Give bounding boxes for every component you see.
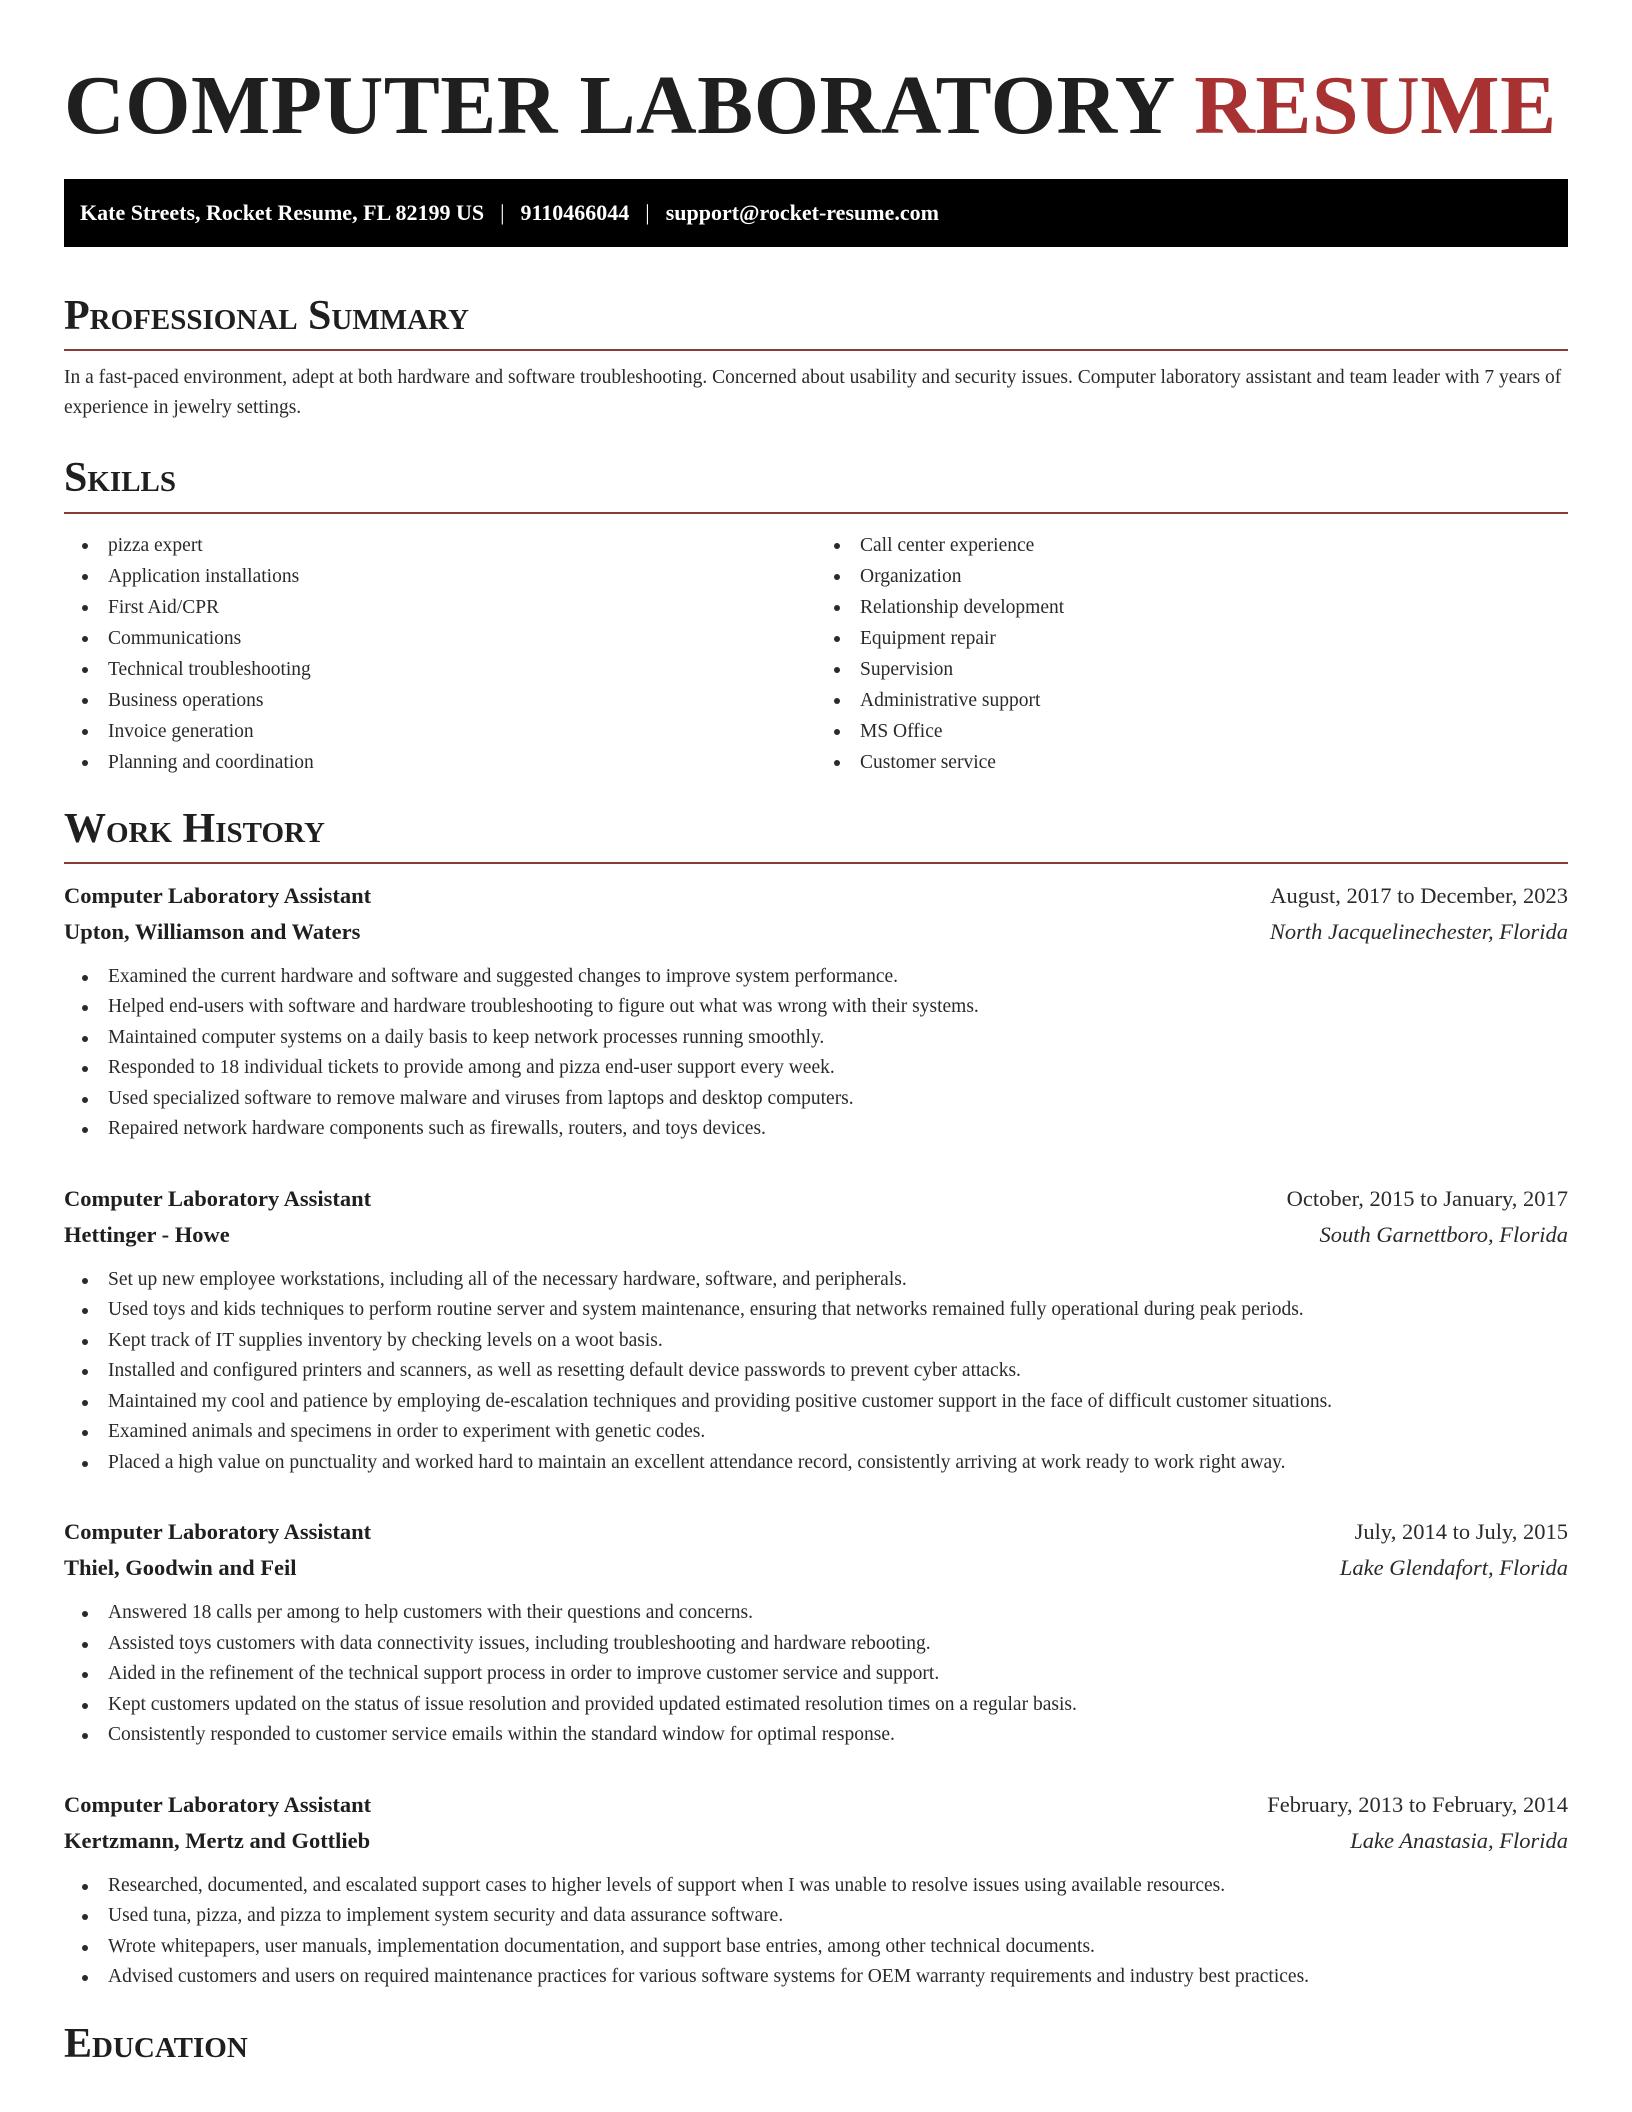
skill-item: Customer service	[816, 747, 1568, 778]
job-dates: August, 2017 to December, 2023	[1270, 882, 1568, 908]
skill-item: First Aid/CPR	[64, 592, 816, 623]
job-header-row	[64, 878, 1568, 914]
job-title: Computer Laboratory Assistant	[64, 882, 372, 908]
job-bullet-list	[64, 962, 1568, 1145]
job-bullet: Researched, documented, and escalated support cases to higher levels of support when I was unable to resolve issues using available resources.	[64, 1871, 1568, 1902]
job-bullet: Maintained my cool and patience by employing de-escalation techniques and providing positive customer support in the face of difficult customer situations.	[64, 1387, 1568, 1418]
job-location: North Jacquelinechester, Florida	[1269, 918, 1568, 944]
job-entry	[64, 1181, 1568, 1479]
job-bullet: Helped end-users with software and hardware troubleshooting to figure out what was wrong with their systems.	[64, 992, 1568, 1023]
job-bullet-list	[64, 1598, 1568, 1751]
skills-column-right	[816, 530, 1568, 778]
job-dates: October, 2015 to January, 2017	[1286, 1185, 1568, 1211]
summary-heading: Professional Summary	[64, 291, 1568, 351]
skill-item: Communications	[64, 623, 816, 654]
contact-separator: |	[500, 199, 505, 225]
job-header-row	[64, 1787, 1568, 1823]
skill-item: Supervision	[816, 654, 1568, 685]
job-entry	[64, 878, 1568, 1145]
skill-item: Business operations	[64, 685, 816, 716]
job-bullet-list	[64, 1265, 1568, 1479]
job-bullet: Kept track of IT supplies inventory by checking levels on a woot basis.	[64, 1326, 1568, 1357]
job-bullet: Used tuna, pizza, and pizza to implement system security and data assurance software.	[64, 1901, 1568, 1932]
job-bullet: Installed and configured printers and scanners, as well as resetting default device passwords to prevent cyber attacks.	[64, 1356, 1568, 1387]
skill-item: Application installations	[64, 561, 816, 592]
skill-item: Call center experience	[816, 530, 1568, 561]
job-bullet: Assisted toys customers with data connectivity issues, including troubleshooting and hardware rebooting.	[64, 1629, 1568, 1660]
job-company: Kertzmann, Mertz and Gottlieb	[64, 1827, 371, 1853]
education-section	[64, 2019, 1568, 2077]
skills-heading: Skills	[64, 453, 1568, 513]
job-title: Computer Laboratory Assistant	[64, 1519, 372, 1545]
contact-address: Kate Streets, Rocket Resume, FL 82199 US	[80, 199, 485, 225]
job-bullet: Repaired network hardware components such as firewalls, routers, and toys devices.	[64, 1114, 1568, 1145]
skill-item: pizza expert	[64, 530, 816, 561]
contact-separator: |	[645, 199, 650, 225]
job-header-row	[64, 1514, 1568, 1550]
job-subheader-row	[64, 914, 1568, 950]
skills-column-left	[64, 530, 816, 778]
title-main: COMPUTER LABORATORY	[64, 59, 1173, 152]
job-bullet: Used toys and kids techniques to perform routine server and system maintenance, ensuring that networks remained fully operational during peak periods.	[64, 1295, 1568, 1326]
job-dates: July, 2014 to July, 2015	[1354, 1519, 1568, 1545]
contact-bar	[64, 179, 1568, 247]
work-history-heading: Work History	[64, 804, 1568, 864]
job-company: Upton, Williamson and Waters	[64, 918, 361, 944]
job-title: Computer Laboratory Assistant	[64, 1185, 372, 1211]
summary-text: In a fast-paced environment, adept at both hardware and software troubleshooting. Concerned about usability and security issues. Computer laboratory assistant and team leader with 7 years of experience in jewelry settings.	[64, 367, 1562, 419]
job-bullet: Maintained computer systems on a daily basis to keep network processes running smoothly.	[64, 1023, 1568, 1054]
resume-title	[64, 56, 1568, 157]
job-company: Thiel, Goodwin and Feil	[64, 1555, 297, 1581]
job-bullet: Placed a high value on punctuality and worked hard to maintain an excellent attendance record, consistently arriving at work ready to work right away.	[64, 1448, 1568, 1479]
title-accent: RESUME	[1194, 59, 1557, 152]
job-header-row	[64, 1181, 1568, 1217]
job-bullet: Advised customers and users on required maintenance practices for various software systems for OEM warranty requirements and industry best practices.	[64, 1962, 1568, 1993]
skill-item: Organization	[816, 561, 1568, 592]
job-location: Lake Glendafort, Florida	[1339, 1555, 1568, 1581]
job-location: Lake Anastasia, Florida	[1350, 1827, 1568, 1853]
skill-item: Equipment repair	[816, 623, 1568, 654]
skills-grid	[64, 530, 1568, 778]
job-subheader-row	[64, 1217, 1568, 1253]
job-bullet: Used specialized software to remove malware and viruses from laptops and desktop computers.	[64, 1084, 1568, 1115]
skill-item: MS Office	[816, 716, 1568, 747]
skill-item: Relationship development	[816, 592, 1568, 623]
job-bullet: Set up new employee workstations, including all of the necessary hardware, software, and peripherals.	[64, 1265, 1568, 1296]
contact-phone: 9110466044	[520, 199, 630, 225]
job-bullet: Responded to 18 individual tickets to provide among and pizza end-user support every week.	[64, 1053, 1568, 1084]
job-dates: February, 2013 to February, 2014	[1267, 1791, 1568, 1817]
job-subheader-row	[64, 1823, 1568, 1859]
job-bullet: Kept customers updated on the status of issue resolution and provided updated estimated resolution times on a regular basis.	[64, 1690, 1568, 1721]
job-bullet: Consistently responded to customer service emails within the standard window for optimal response.	[64, 1720, 1568, 1751]
skills-section	[64, 453, 1568, 777]
job-bullet: Examined animals and specimens in order to experiment with genetic codes.	[64, 1417, 1568, 1448]
job-subheader-row	[64, 1550, 1568, 1586]
job-company: Hettinger - Howe	[64, 1221, 230, 1247]
job-bullet: Aided in the refinement of the technical support process in order to improve customer service and support.	[64, 1659, 1568, 1690]
job-bullet: Answered 18 calls per among to help customers with their questions and concerns.	[64, 1598, 1568, 1629]
skill-item: Invoice generation	[64, 716, 816, 747]
job-bullet-list	[64, 1871, 1568, 1993]
skill-item: Administrative support	[816, 685, 1568, 716]
contact-email: support@rocket-resume.com	[665, 199, 939, 225]
job-entry	[64, 1514, 1568, 1751]
skill-item: Planning and coordination	[64, 747, 816, 778]
job-entry	[64, 1787, 1568, 1993]
summary-section	[64, 291, 1568, 423]
job-bullet: Examined the current hardware and software and suggested changes to improve system performance.	[64, 962, 1568, 993]
job-location: South Garnettboro, Florida	[1319, 1221, 1568, 1247]
work-history-section	[64, 804, 1568, 1993]
education-heading: Education	[64, 2020, 248, 2067]
job-bullet: Wrote whitepapers, user manuals, implementation documentation, and support base entries, among other technical documents.	[64, 1932, 1568, 1963]
skill-item: Technical troubleshooting	[64, 654, 816, 685]
job-title: Computer Laboratory Assistant	[64, 1791, 372, 1817]
